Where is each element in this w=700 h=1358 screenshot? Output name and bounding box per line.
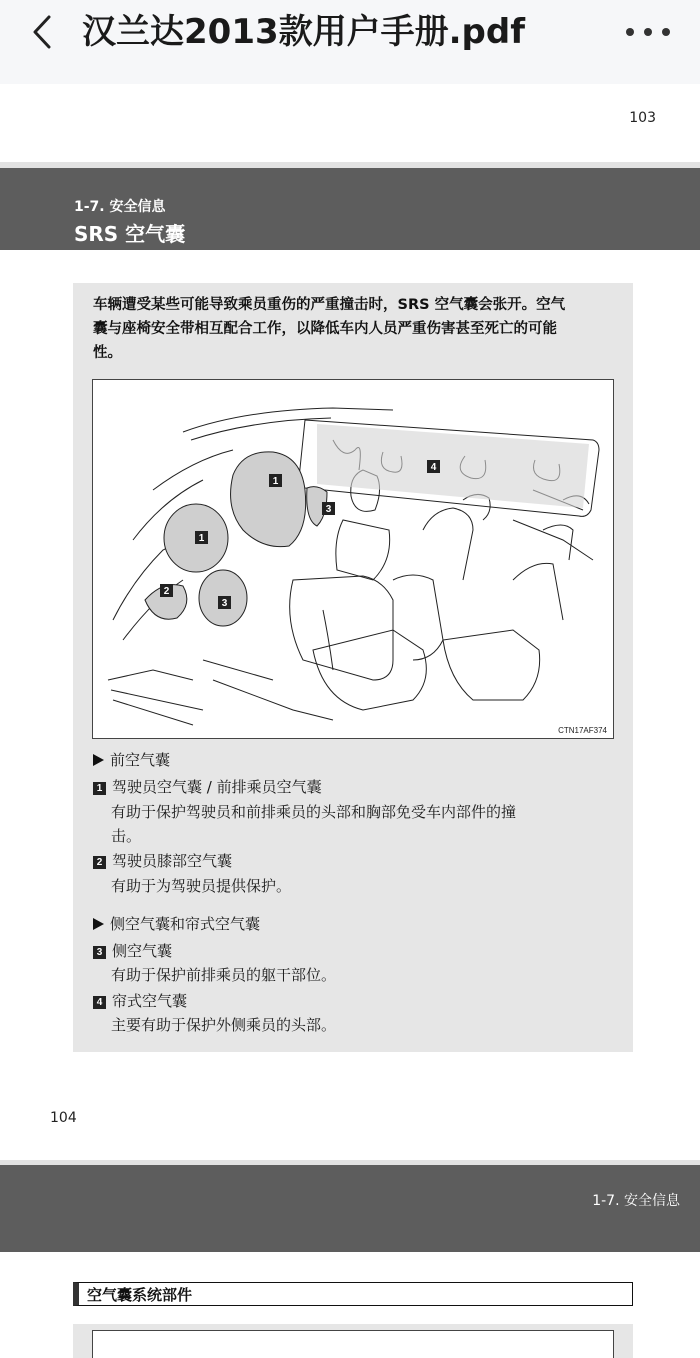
callout-label: 4 xyxy=(430,462,437,473)
section-header-band xyxy=(0,162,700,250)
callout-label: 2 xyxy=(163,586,170,597)
item-label: 侧空气囊 xyxy=(112,942,173,960)
chevron-left-icon xyxy=(31,15,53,49)
item-description: 有助于为驾驶员提供保护。 xyxy=(111,877,292,895)
heading-text: 侧空气囊和帘式空气囊 xyxy=(110,915,261,933)
number-badge: 3 xyxy=(93,946,106,959)
section-subtitle: 1-7. 安全信息 xyxy=(74,199,166,215)
figure-code: CTN17AF374 xyxy=(558,726,607,735)
section-title: SRS 空气囊 xyxy=(74,222,186,246)
document-title: 汉兰达2013款用户手册.pdf xyxy=(82,12,526,52)
page-number: 103 xyxy=(629,110,656,126)
subsection-heading xyxy=(73,1282,633,1306)
item-description: 有助于保护前排乘员的躯干部位。 xyxy=(111,966,337,984)
callout-label: 1 xyxy=(198,533,205,544)
list-item xyxy=(93,990,187,1012)
figure-frame xyxy=(92,1330,614,1358)
callout-label: 3 xyxy=(221,598,228,609)
triangle-arrow-icon xyxy=(93,754,104,766)
item-label: 帘式空气囊 xyxy=(112,992,188,1010)
section-header-band xyxy=(0,1160,700,1252)
content-box xyxy=(73,1324,633,1358)
section-subtitle: 1-7. 安全信息 xyxy=(592,1193,680,1209)
top-app-bar xyxy=(0,0,700,84)
list-heading xyxy=(93,913,260,935)
number-badge: 2 xyxy=(93,856,106,869)
list-heading xyxy=(93,749,170,771)
intro-paragraph xyxy=(93,293,617,365)
item-description: 击。 xyxy=(111,827,142,845)
number-badge: 4 xyxy=(93,996,106,1009)
number-badge: 1 xyxy=(93,782,106,795)
callout-label: 1 xyxy=(272,476,279,487)
item-label: 驾驶员膝部空气囊 xyxy=(112,852,233,870)
item-description: 主要有助于保护外侧乘员的头部。 xyxy=(111,1016,337,1034)
more-options-button[interactable] xyxy=(626,18,670,46)
car-interior-illustration xyxy=(93,380,614,739)
intro-line: 囊与座椅安全带相互配合工作，以降低车内人员严重伤害甚至死亡的可能 xyxy=(93,321,557,337)
airbag-illustration xyxy=(92,379,614,739)
pdf-page-103 xyxy=(0,84,700,1094)
callout-label: 3 xyxy=(325,504,332,515)
triangle-arrow-icon xyxy=(93,918,104,930)
pdf-page-104 xyxy=(0,1094,700,1358)
page-number: 104 xyxy=(50,1110,77,1126)
subsection-heading-text: 空气囊系统部件 xyxy=(87,1286,193,1304)
more-dot-icon xyxy=(644,28,652,36)
list-item xyxy=(93,776,322,798)
more-dot-icon xyxy=(626,28,634,36)
back-button[interactable] xyxy=(24,14,60,50)
list-item xyxy=(93,940,172,962)
heading-text: 前空气囊 xyxy=(110,751,171,769)
intro-line: 车辆遭受某些可能导致乘员重伤的严重撞击时，SRS 空气囊会张开。空气 xyxy=(93,297,566,313)
content-box xyxy=(73,283,633,1052)
list-item xyxy=(93,850,232,872)
more-dot-icon xyxy=(662,28,670,36)
item-label: 驾驶员空气囊 / 前排乘员空气囊 xyxy=(112,778,322,796)
intro-line: 性。 xyxy=(93,345,122,361)
item-description: 有助于保护驾驶员和前排乘员的头部和胸部免受车内部件的撞 xyxy=(111,803,517,821)
page-divider xyxy=(0,1160,700,1165)
page-divider xyxy=(0,162,700,168)
